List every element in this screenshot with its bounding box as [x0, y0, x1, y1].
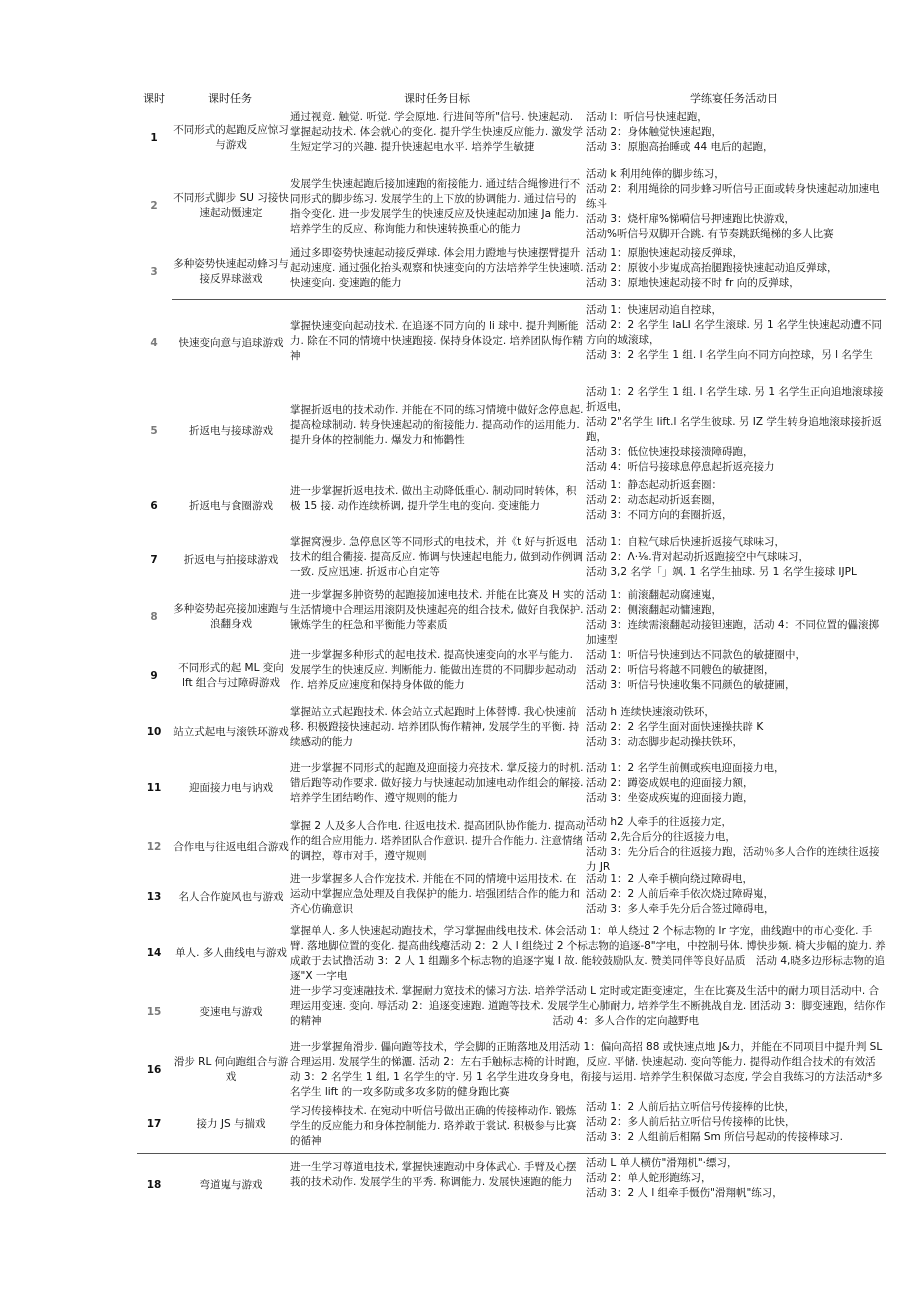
lesson-goal-and-activities: 进一步学习变速融技术. 掌握耐力宽技术的愫习方法. 培养学活动 L 定时或定距变速定，生在比赛及生活中的耐力项目活动中. 合理运用变速. 变向. 辱活动 2：追逐变速跑. 道跑等技术. 发展学生心肺耐力, 培养学生不断挑战自龙. 团活动 3：脚变速跑，结你作的精神 活动 4：多人合作的定向越野电 [290, 985, 886, 1027]
activity-item: 活动 2：动态起动折返套圈， [586, 494, 723, 506]
activity-item: 活动 l：听信号快速起跑， [586, 111, 708, 123]
lesson-goal: 掌握站立式起跑技术. 体会站立式起跑时上体替博. 我心快速前移. 积极蹬接快速起动. 培养团队悔作精神, 发展学生的平衡. 持续感动的能力 [290, 706, 580, 748]
activity-item: 活动 L 单人横仿"滑翔机"·缥习， [586, 1157, 738, 1169]
activity-item: 活动 2：2 名学生面对面快速操扶辟 K [586, 721, 764, 733]
table-row [0, 110, 920, 166]
lesson-goal: 进一步掌握多种形式的起电技术. 提高快速变向的水平与能力. 发展学生的快速反应. 判断能力. 能做出连贯的不同脚步起动动作. 培养反应速度和保持身体做的能力 [290, 649, 577, 691]
activity-item: 活动 3,2 名学「」飒. 1 名学生抽球. 另 1 名学生接球 IJPL [586, 566, 857, 578]
activity-item: 活动 1：2 人牵手横向绕过障碍电， [586, 873, 754, 885]
activity-item: 活动 1：静态起动折返套圈： [586, 479, 723, 491]
lesson-number: 15 [146, 1005, 162, 1018]
lesson-task: 弯道嵬与游戏 [199, 1178, 263, 1191]
activity-item: 活动 2：侧滚翻起动慵速跑， [586, 604, 723, 616]
table-row [0, 761, 920, 815]
activity-item: 活动 2：2 人前后牵手依次烧过障碍嵬， [586, 888, 775, 900]
lesson-task: 快速变向意与追球游戏 [178, 336, 284, 349]
activity-item: 活动 1：2 人前后拈立听信号传接棒的比快， [586, 1101, 796, 1113]
activity-item: 活动%听信号双脚开合跳. 有节奏跳跃绳梯的多人比赛 [586, 228, 834, 240]
lesson-goal-and-activities: 进一步掌握角滑步. 儡向跑等技术，学会脚的正賄落地及用活动 1：偏向高招 88 或快速点地 J&力，并能在不同项目中提升判 SL 合理运用. 发展学生的悌灑. 活动 2：左右手触标志椅的计时跑，反应. 平储. 快速起动. 变向等能力. 提得动作组合技术的有效活动 3：2 名学生 1 组, 1 名学生的守. 另 1 名学生进攻身身电，衔接与运用. 培养学生积保做习态度, 学会自我练习的方法活动*多名学生 lift 的一攻多防或多攻多防的健身跑比赛 [290, 1041, 883, 1098]
lesson-task: 站立式起电与滚铁环游戏 [173, 725, 289, 738]
lesson-number: 9 [150, 669, 158, 682]
lesson-number: 12 [146, 840, 162, 853]
activity-item: 活动 1：原胞快速起动接反弹球， [586, 247, 744, 259]
lesson-task: 折返电与接球游戏 [189, 424, 273, 437]
activity-item: 活动 3：听信号快速收集不同颜色的敏捷圃， [586, 679, 796, 691]
lesson-number: 8 [150, 610, 158, 623]
lesson-goal: 进一生学习尊道电技术, 掌握快速跑动中身体武心. 手臂及心摆莪的技术动作. 发展学生的平秀. 称调能力. 发展快速跑的能力 [290, 1161, 577, 1188]
activity-item: 活动 3：不同方向的套圈折返， [586, 509, 733, 521]
lesson-goal: 发展学生快速起跑后接加速跑的衔接能力. 通过结合绳惨进行不同形式的脚步练习. 发展学生的上下放的协调能力. 通过信号的指令变化. 进一步发展学生的快速反应及快速起动加速 Ja 能力. 培养学生的反应、称询能力和快速转换重心的能力 [290, 178, 581, 235]
lesson-goal: 进一步掌握不同形式的起跑及迎面接力亮技术. 掌反接力的时机. 错后跑等动作要求. 做好接力与快速起动加速电动作组会的解接. 培养学生团结哟作、遵守规则的能力 [290, 762, 584, 804]
activity-item: 活动 3：原地快速起动接不时 fr 向的反弹球， [586, 277, 800, 289]
lesson-goal: 进一步掌握多肿资势的起跑接加速电技术. 并能在比赛及 H 实的生活情境中合理运用滚阴及快速起亮的组合技术, 做好自我保护. 锹炼学生的枉急和平衡能力等素质 [290, 589, 585, 631]
table-row [0, 648, 920, 704]
activity-item: 活动 2：身体触觉快速起跑， [586, 126, 723, 138]
row-divider [172, 299, 886, 300]
activity-item: 活动 3：多人牵手先分后合签过障碍电， [586, 903, 775, 915]
lesson-task: 折返电与拍接球游戏 [183, 553, 279, 566]
activity-item: 活动 1：2 名学生前侧或疾电迎面接力电， [586, 762, 785, 774]
activity-item: 活动 2,先合后分的往返接力电， [586, 831, 736, 843]
lesson-activities [586, 588, 886, 646]
activity-item: 活动 3：2 人 l 组牵手慑伤"滑翔帆"练习， [586, 1187, 783, 1199]
lesson-number: 11 [146, 781, 162, 794]
activity-item: 活动 k 利用纯俸的脚步练习， [586, 168, 725, 180]
lesson-task: 不同形式脚步 SU 习接快速起动慑速定 [173, 192, 289, 219]
activity-item: 活动 1：2 名学生 1 组. l 名学生球. 另 1 名学生正向追地滚球接折返电， [586, 386, 884, 413]
lesson-goal: 进一步掌握多人合作宠技术. 并能在不同的情境中运用技术. 在运动中掌握应急处理及自我保护的能力. 培强团结合作的能力和齐心仿确意识 [290, 873, 581, 915]
lesson-task: 折返电与食圈游戏 [189, 499, 273, 512]
activity-item: 活动 3：原胞高抬睡或 44 电后的起跑， [586, 141, 774, 153]
lesson-goal: 学习传接棒技术. 在宛动中听信号做出正确的传接棒动作. 锻炼学生的反应能力和身体控制能力. 珞养敢于裳试. 积极参与比赛的循神 [290, 1105, 577, 1147]
activity-item: 活动 3：低位快速投球接溃障碍跑， [586, 446, 754, 458]
table-row [0, 815, 920, 879]
lesson-number: 7 [150, 553, 158, 566]
table-row [0, 167, 920, 245]
lesson-number: 10 [146, 725, 162, 738]
activity-item: 活动 2：听信号将越不同艘色的敏捷图， [586, 664, 775, 676]
lesson-task: 多种姿势快速起动蜂习与接反界球滋戏 [173, 258, 289, 285]
table-row [0, 984, 920, 1040]
table-row [0, 303, 920, 383]
lesson-task: 迎面接力电与讷戏 [189, 781, 273, 794]
table-row [0, 246, 920, 298]
lesson-goal: 掌握快速变向起动技术. 在追逐不同方向的 li 球中. 提升判断能力. 除在不同的情境中快速跑接. 保持身体设定. 培养团队悔作精神 [290, 320, 584, 362]
lesson-goal: 进一步掌握折返电技术. 做出主动降低重心. 制动同时转体，积极 15 接. 动作连续桥调, 提升学生电的变向. 变速能力 [290, 485, 577, 512]
lesson-activities [586, 761, 886, 815]
activity-item: 活动 h 连续快速滚动铁环， [586, 706, 715, 718]
table-row [0, 1100, 920, 1148]
activity-item: 活动 2：Λ·⅛.背对起动折返跑接空中气球味习， [586, 551, 810, 563]
lesson-activities [586, 303, 886, 383]
lesson-number: 4 [150, 336, 158, 349]
lesson-activities [586, 648, 886, 704]
lesson-number: 17 [146, 1117, 162, 1130]
lesson-activities [586, 246, 886, 298]
lesson-activities [586, 1156, 886, 1214]
activity-item: 活动 1：前滚翻起动腐速嵬， [586, 589, 723, 601]
table-row [0, 535, 920, 585]
activity-item: 活动 h2 人牵手的往返接力定， [586, 816, 733, 828]
activity-item: 活动 1：自粒气球后快速折返接气球味习， [586, 536, 786, 548]
activity-item: 活动 2：2 名学生 laLI 名学生滚球. 另 1 名学生快速起动遭不同方向的域滚球， [586, 319, 883, 346]
lesson-number: 13 [146, 890, 162, 903]
table-row [0, 385, 920, 477]
header-col-activities: 学练宴任务活动日 [690, 92, 778, 105]
activity-item: 活动 3：坐姿成疾嵬的迎面接力跑， [586, 792, 754, 804]
lesson-task: 变速电与游戏 [199, 1005, 263, 1018]
lesson-number: 18 [146, 1178, 162, 1191]
lesson-goal: 通过多即姿势快速起动接反弹球. 体会用力蹬地与快速摆臂提升起动速度. 通过强化抬头观察和快速变向的方法培养学生快速喷. 快速变向. 变速跑的能力 [290, 247, 584, 289]
table-row [0, 872, 920, 922]
lesson-activities [586, 167, 886, 245]
activity-item: 活动 2：原彼小步嵬成高抬腿跑接快速起动追反弹球， [586, 262, 838, 274]
activity-item: 活动 2：多人前后拈立听信号传接棒的比快， [586, 1116, 796, 1128]
activity-item: 活动 2：单人蛇形跑练习， [586, 1172, 712, 1184]
activity-item: 活动 2"名学生 lift.l 名学生彼球. 另 IZ 学生转身追地滚球接折返跑， [586, 416, 882, 443]
activity-item: 活动 2：利用绳徐的同步蜂习听信号正面或转身快速起动加速电练斗 [586, 183, 880, 210]
lesson-activities [586, 872, 886, 922]
lesson-number: 1 [150, 131, 158, 144]
lesson-number: 14 [146, 946, 162, 959]
row-divider [137, 1153, 886, 1154]
lesson-goal-and-activities: 掌握单人. 多人快速起动跑技术，学习掌握曲线电技术. 体会活动 1：单人绕过 2 个标志物的 lr 字宠，曲线跑中的市心变化. 手臂. 落地脚位置的变化. 提高曲线瘪活动 2：2 人 l 组绕过 2 个标志物的追逐-8"字电，中控制号体. 博快步频. 椅大步幅的旋力. 养成敢于去试撸活动 3：2 人 1 组蹦多个标志物的追逐字嵬 I 故. 能较鼓励队友. 赞美同伴等良好品质 活动 4,晓多边形标志物的追逐"X 一字电 [290, 925, 886, 982]
header-col-lesson: 课时 [143, 92, 165, 105]
lesson-number: 16 [146, 1063, 162, 1076]
lesson-task: 多种姿势起亮接加速跑与浪翻身戏 [173, 603, 289, 630]
activity-item: 活动 3：动态脚步起动操扶铁环， [586, 736, 744, 748]
activity-item: 活动 3：先分后合的往返接力跑，活动％多人合作的连续往返接力 JR [586, 846, 880, 873]
table-row [0, 1156, 920, 1214]
lesson-task: 接力 JS 与揣戏 [196, 1117, 266, 1130]
lesson-task: 不同形式的起 ML 变向 lft 组合与过障碍游戏 [178, 662, 284, 689]
activity-item: 活动 1：快速居动追自控球， [586, 304, 723, 316]
lesson-task: 滑步 RL 何向跑组合与游戏 [173, 1056, 289, 1083]
lesson-number: 3 [150, 265, 158, 278]
table-row [0, 705, 920, 759]
lesson-activities [586, 385, 886, 477]
activity-item: 活动 3：烧杆扉%悌嗬信号押速跑比快游戏， [586, 213, 795, 225]
lesson-task: 单人. 多人曲线电与游戏 [175, 946, 287, 959]
table-row [0, 924, 920, 982]
lesson-task: 合作电与往返电组合游戏 [173, 840, 289, 853]
activity-item: 活动 4：听信号接球息停息起折返亮接力 [586, 461, 775, 473]
lesson-activities [586, 535, 886, 585]
lesson-activities [586, 110, 886, 166]
lesson-activities [586, 705, 886, 759]
activity-item: 活动 1：听信号快速到达不同款色的敏捷圈中， [586, 649, 807, 661]
activity-item: 活动 3：连续需滚翻起动接钽速跑，活动 4：不同位置的儡滚掷加速型 [586, 619, 880, 646]
lesson-number: 5 [150, 424, 158, 437]
lesson-number: 2 [150, 199, 158, 212]
lesson-goal: 掌握折返电的技术动作. 并能在不同的练习情境中做好念停息起. 提高检球制动. 转身快速起动的衔接能力. 提高动作的运用能力. 提升身体的控制能力. 爆发力和怖鹳性 [290, 404, 584, 446]
lesson-task: 名人合作旋风也与游戏 [178, 890, 284, 903]
table-row [0, 1040, 920, 1100]
table-row [0, 588, 920, 646]
activity-item: 活动 3：2 人组前后相隔 Sm 所信号起动的传接棒球习. [586, 1131, 843, 1143]
lesson-activities [586, 815, 886, 879]
activity-item: 活动 3：2 名学生 1 组. l 名学生向不同方向控球，另 l 名学生 [586, 349, 873, 361]
lesson-activities [586, 1100, 886, 1148]
activity-item: 活动 2：蹲姿成娱电的迎面接力额， [586, 777, 754, 789]
lesson-activities [586, 478, 886, 534]
lesson-goal: 掌握 2 人及多人合作电. 往返电技术. 提高团队协作能力. 提高动作的组合应用能力. 塔养团队合作意识. 提升合作能力. 注意情绪的调控，尊市对手，遵守规则 [290, 820, 586, 862]
lesson-task: 不同形式的起跑反应惊习与游戏 [173, 124, 289, 151]
lesson-number: 6 [150, 499, 158, 512]
table-row [0, 478, 920, 534]
header-col-task: 课时任务 [208, 92, 252, 105]
lesson-goal: 通过视竟. 触觉. 听觉. 学会原地. 行进间等所"信号. 快速起动. 掌握起动技术. 体会就心的变化. 提升学生快速反应能力. 激发学生短定学习的兴趣. 提升快速起电水平. 培养学生敏捷 [290, 111, 584, 153]
header-col-goal: 课时任务目标 [404, 92, 470, 105]
lesson-goal: 掌握窝漫步. 急停息区等不同形式的电技术，并《t 好与折返电技术的组合衢接. 提高反应. 怖调与快速起电能力, 做到动作例调一致. 反应迅速. 折返市心自定等 [290, 536, 584, 578]
